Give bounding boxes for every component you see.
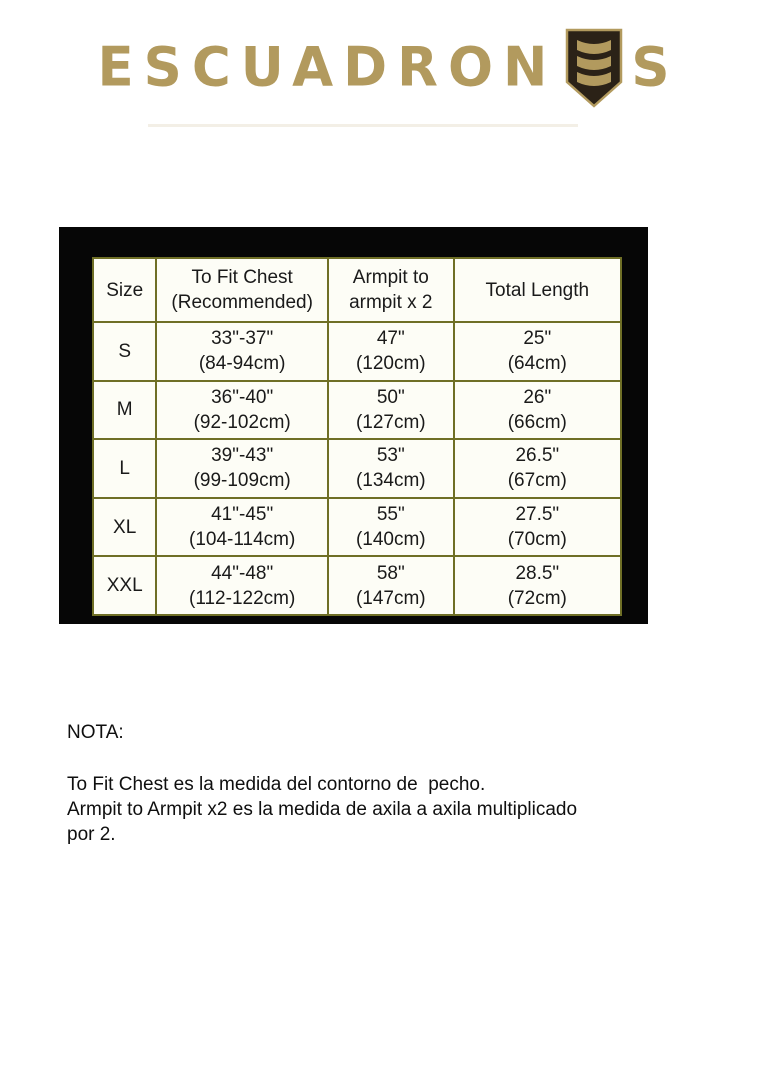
size-value: S bbox=[118, 340, 132, 362]
col-header-armpit bbox=[328, 258, 454, 322]
armpit-inches: 50" bbox=[376, 386, 405, 408]
brand-logo bbox=[0, 28, 767, 108]
table-row bbox=[93, 322, 621, 381]
armpit-cell bbox=[328, 556, 454, 615]
armpit-cell bbox=[328, 498, 454, 557]
size-cell bbox=[93, 556, 156, 615]
note-line: To Fit Chest es la medida del contorno de pecho. bbox=[67, 774, 486, 795]
size-value: XL bbox=[113, 516, 137, 538]
chest-inches: 39"-43" bbox=[211, 445, 274, 467]
table-row bbox=[93, 498, 621, 557]
armpit-inches: 55" bbox=[376, 504, 405, 526]
length-cell bbox=[454, 381, 621, 440]
length-cm: (67cm) bbox=[507, 470, 567, 492]
chest-inches: 41"-45" bbox=[211, 504, 274, 526]
chest-cm: (104-114cm) bbox=[189, 529, 296, 551]
size-cell bbox=[93, 498, 156, 557]
armpit-cm: (120cm) bbox=[355, 353, 426, 375]
length-cm: (72cm) bbox=[507, 587, 567, 609]
table-row bbox=[93, 556, 621, 615]
length-inches: 26.5" bbox=[515, 445, 560, 467]
length-inches: 25" bbox=[523, 328, 552, 350]
note-title: NOTA: bbox=[67, 722, 124, 743]
table-row bbox=[93, 381, 621, 440]
chest-cell bbox=[156, 381, 328, 440]
table-header-row bbox=[93, 258, 621, 322]
length-cm: (70cm) bbox=[507, 529, 567, 551]
armpit-cm: (134cm) bbox=[355, 470, 426, 492]
chest-cell bbox=[156, 322, 328, 381]
length-cell bbox=[454, 439, 621, 498]
chest-cell bbox=[156, 556, 328, 615]
chest-inches: 44"-48" bbox=[211, 562, 274, 584]
note-body bbox=[67, 772, 687, 847]
armpit-cm: (127cm) bbox=[355, 411, 426, 433]
col-header-length-label: Total Length bbox=[485, 279, 590, 301]
armpit-cell bbox=[328, 322, 454, 381]
length-cm: (64cm) bbox=[507, 353, 567, 375]
armpit-cm: (147cm) bbox=[355, 587, 426, 609]
table-row bbox=[93, 439, 621, 498]
armpit-cell bbox=[328, 439, 454, 498]
length-inches: 26" bbox=[523, 386, 552, 408]
size-chart-table bbox=[92, 257, 622, 616]
size-value: XXL bbox=[106, 575, 143, 597]
col-header-size bbox=[93, 258, 156, 322]
armpit-inches: 58" bbox=[376, 562, 405, 584]
chest-cm: (84-94cm) bbox=[198, 353, 286, 375]
length-inches: 27.5" bbox=[515, 504, 560, 526]
note-line: por 2. bbox=[67, 824, 116, 845]
armpit-inches: 47" bbox=[376, 328, 405, 350]
size-cell bbox=[93, 439, 156, 498]
armpit-cell bbox=[328, 381, 454, 440]
length-cell bbox=[454, 556, 621, 615]
size-cell bbox=[93, 322, 156, 381]
chest-inches: 33"-37" bbox=[211, 328, 274, 350]
col-header-chest-label: To Fit Chest bbox=[191, 267, 293, 288]
col-header-armpit-label: Armpit to bbox=[352, 267, 429, 288]
length-cell bbox=[454, 322, 621, 381]
size-value: M bbox=[116, 399, 133, 421]
length-inches: 28.5" bbox=[515, 562, 560, 584]
col-header-length bbox=[454, 258, 621, 322]
chest-inches: 36"-40" bbox=[211, 386, 274, 408]
size-value: L bbox=[119, 457, 130, 479]
col-header-armpit-sublabel: armpit x 2 bbox=[349, 292, 433, 313]
brand-logo-text: ESCUADRON bbox=[97, 36, 558, 99]
chest-cm: (112-122cm) bbox=[189, 587, 296, 609]
length-cell bbox=[454, 498, 621, 557]
chest-cell bbox=[156, 439, 328, 498]
brand-logo-text-end: S bbox=[631, 36, 670, 99]
chevron-badge-icon bbox=[565, 28, 623, 108]
col-header-chest bbox=[156, 258, 328, 322]
armpit-cm: (140cm) bbox=[355, 529, 426, 551]
chest-cm: (92-102cm) bbox=[193, 411, 291, 433]
chest-cm: (99-109cm) bbox=[193, 470, 291, 492]
size-cell bbox=[93, 381, 156, 440]
length-cm: (66cm) bbox=[507, 411, 567, 433]
armpit-inches: 53" bbox=[376, 445, 405, 467]
size-chart-frame bbox=[59, 227, 648, 624]
col-header-chest-sublabel: (Recommended) bbox=[171, 292, 313, 313]
col-header-size-label: Size bbox=[106, 279, 144, 301]
logo-divider bbox=[148, 124, 578, 127]
chest-cell bbox=[156, 498, 328, 557]
note-line: Armpit to Armpit x2 es la medida de axila a axila multiplicado bbox=[67, 799, 578, 820]
note-section bbox=[67, 720, 687, 847]
